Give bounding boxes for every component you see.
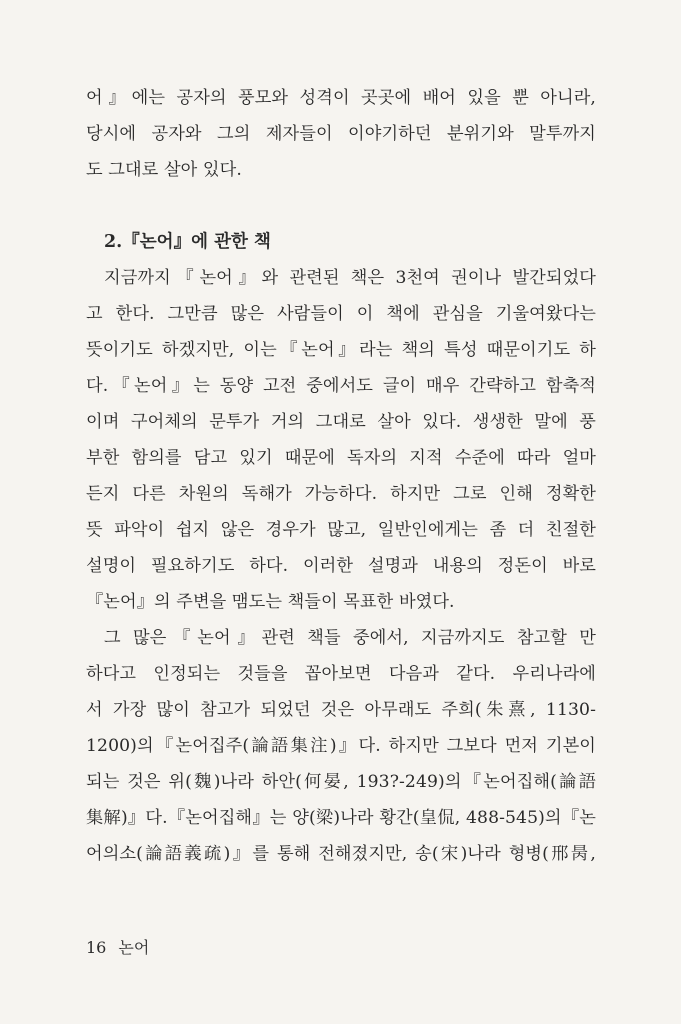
body-text-line: 뜻 파악이 쉽지 않은 경우가 많고, 일반인에게는 좀 더 친절한 bbox=[86, 520, 596, 540]
body-text-line: 지금까지『논어』와 관련된 책은 3천여 권이나 발간되었다 bbox=[104, 268, 596, 288]
body-text-line: 1200)의『논어집주(論語集注)』다. 하지만 그보다 먼저 기본이 bbox=[86, 736, 596, 756]
body-text-line: 도 그대로 살아 있다. bbox=[86, 160, 242, 180]
body-text-line: 그 많은『논어』관련 책들 중에서, 지금까지도 참고할 만 bbox=[104, 628, 596, 648]
body-text-line: 부한 함의를 담고 있기 때문에 독자의 지적 수준에 따라 얼마 bbox=[86, 448, 596, 468]
running-title: 논어 bbox=[118, 938, 150, 957]
body-text-line: 다.『논어』는 동양 고전 중에서도 글이 매우 간략하고 함축적 bbox=[86, 376, 596, 396]
body-text-line: 고 한다. 그만큼 많은 사람들이 이 책에 관심을 기울여왔다는 bbox=[86, 304, 596, 324]
body-text-line: 뜻이기도 하겠지만, 이는『논어』라는 책의 특성 때문이기도 하 bbox=[86, 340, 596, 360]
section-heading: 2.『논어』에 관한 책 bbox=[104, 232, 271, 252]
page-number: 16 bbox=[86, 938, 107, 957]
body-text-line: 하다고 인정되는 것들을 꼽아보면 다음과 같다. 우리나라에 bbox=[86, 664, 596, 684]
body-text-line: 『논어』의 주변을 맴도는 책들이 목표한 바였다. bbox=[86, 592, 455, 612]
body-text-line: 이며 구어체의 문투가 거의 그대로 살아 있다. 생생한 말에 풍 bbox=[86, 412, 596, 432]
body-text-line: 설명이 필요하기도 하다. 이러한 설명과 내용의 정돈이 바로 bbox=[86, 556, 596, 576]
body-text-line: 어의소(論語義疏)』를 통해 전해졌지만, 송(宋)나라 형병(邢昺, bbox=[86, 844, 596, 864]
body-text-line: 되는 것은 위(魏)나라 하안(何晏, 193?-249)의『논어집해(論語 bbox=[86, 772, 596, 792]
page-footer bbox=[86, 937, 149, 959]
body-text-line: 당시에 공자와 그의 제자들이 이야기하던 분위기와 말투까지 bbox=[86, 124, 596, 144]
body-text-line: 서 가장 많이 참고가 되었던 것은 아무래도 주희(朱熹, 1130- bbox=[86, 700, 596, 720]
body-text-line: 集解)』다.『논어집해』는 양(梁)나라 황간(皇侃, 488-545)의『논 bbox=[86, 808, 596, 828]
body-text-line: 든지 다른 차원의 독해가 가능하다. 하지만 그로 인해 정확한 bbox=[86, 484, 596, 504]
body-text-line: 어』에는 공자의 풍모와 성격이 곳곳에 배어 있을 뿐 아니라, bbox=[86, 88, 596, 108]
